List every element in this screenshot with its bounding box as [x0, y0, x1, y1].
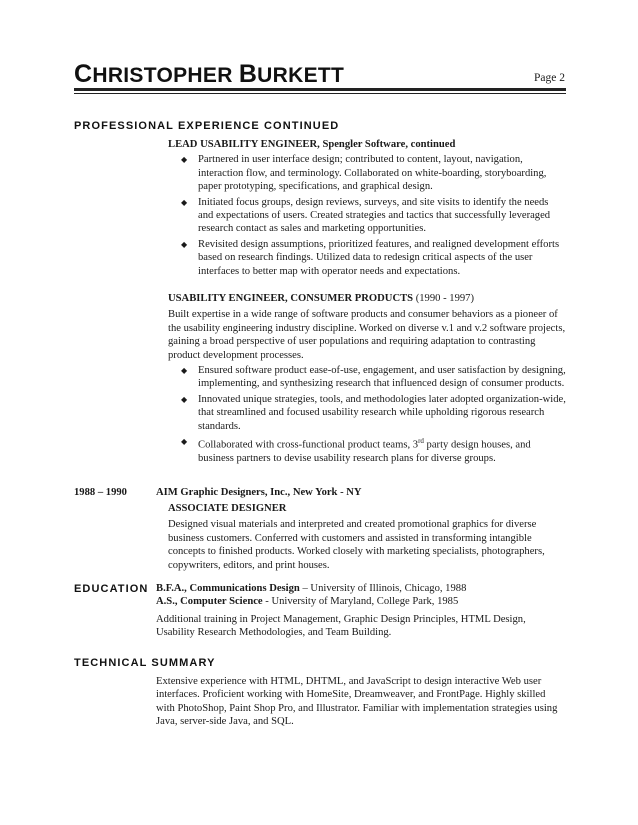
page-number: Page 2 [534, 72, 565, 84]
job-title: LEAD USABILITY ENGINEER, Spengler Software, continued [168, 139, 456, 150]
job-summary: Built expertise in a wide range of software products and consumer behaviors as a pioneer of the usability engineering industry discipline. Worked on diverse v.1 and v.2 software projects, gaining a broad perspective of user populations and requiring adaptation to contrasting product development processes. [168, 309, 566, 361]
diamond-bullet-icon: ◆ [181, 155, 188, 165]
section-title-technical: TECHNICAL SUMMARY [74, 657, 216, 669]
degree-item: B.F.A., Communications Design – University of Illinois, Chicago, 1988 [156, 583, 467, 594]
diamond-bullet-icon: ◆ [181, 197, 188, 207]
diamond-bullet-icon: ◆ [181, 394, 188, 404]
job-summary: Designed visual materials and interpreted and created promotional graphics for diverse business customers. Conferred with customers and assisted in transforming intangible concepts to finished products. Worked closely with marketing specialists, photographers, copywriters, editors, and print houses. [168, 519, 545, 571]
diamond-bullet-icon: ◆ [181, 366, 188, 376]
list-item: ◆ Innovated unique strategies, tools, and methodologies later adopted organization-wide, that streamlined and focused usability research while upholding rigorous research standards. [181, 393, 566, 432]
section-title-experience: PROFESSIONAL EXPERIENCE CONTINUED [74, 120, 340, 132]
job-consumer-products [168, 292, 566, 465]
bullet-list [168, 153, 566, 278]
additional-training: Additional training in Project Management, Graphic Design Principles, HTML Design, Usability Research Methodologies, and Team Building. [156, 613, 526, 639]
company-name: AIM Graphic Designers, Inc., New York - NY [156, 487, 362, 498]
list-item: ◆ Revisited design assumptions, prioritized features, and realigned development efforts based on research findings. Utilized data to redesign critical aspects of the user interfaces to better map with operator needs and expectations. [181, 238, 560, 277]
diamond-bullet-icon: ◆ [181, 239, 188, 249]
resume-name: CHRISTOPHER BURKETT [74, 60, 345, 88]
job-lead-usability [168, 138, 566, 278]
list-item: ◆ Collaborated with cross-functional product teams, 3rd party design houses, and business partners to devise usability research plans for diverse groups. [181, 437, 531, 464]
list-item: ◆ Partnered in user interface design; contributed to content, layout, navigation, interaction flow, and terminology. Collaborated on white-boarding, storyboarding, paper prototyping, specifications, and graphical design. [181, 154, 547, 193]
bullet-list [168, 364, 566, 465]
technical-summary: Extensive experience with HTML, DHTML, and JavaScript to design interactive Web user interfaces. Proficient working with HomeSite, Dreamweaver, and FrontPage. Highly skilled with PhotoShop, Paint Shop Pro, and Illustrator. Familiar with implementation strategies using Java, server-side Java, and SQL. [156, 676, 558, 728]
job-title: ASSOCIATE DESIGNER [168, 503, 287, 514]
degree-item: A.S., Computer Science - University of Maryland, College Park, 1985 [156, 596, 459, 608]
job-associate-designer [168, 502, 566, 572]
header-rule-thick [74, 88, 566, 91]
list-item: ◆ Ensured software product ease-of-use, engagement, and user satisfaction by designing, implementing, and synthesizing research that influenced design of consumer products. [181, 365, 566, 390]
job-title: USABILITY ENGINEER, CONSUMER PRODUCTS (1990 - 1997) [168, 293, 474, 304]
list-item: ◆ Initiated focus groups, design reviews, surveys, and site visits to identify the needs and expectations of users. Created strategies and tactics that successfully leveraged research contact as sales and marketing opportunities. [181, 196, 551, 235]
header-rule-thin [74, 93, 566, 94]
job-dates: 1988 – 1990 [74, 487, 127, 498]
education-list [156, 582, 566, 640]
diamond-bullet-icon: ◆ [181, 437, 188, 447]
section-title-education: EDUCATION [74, 583, 149, 595]
